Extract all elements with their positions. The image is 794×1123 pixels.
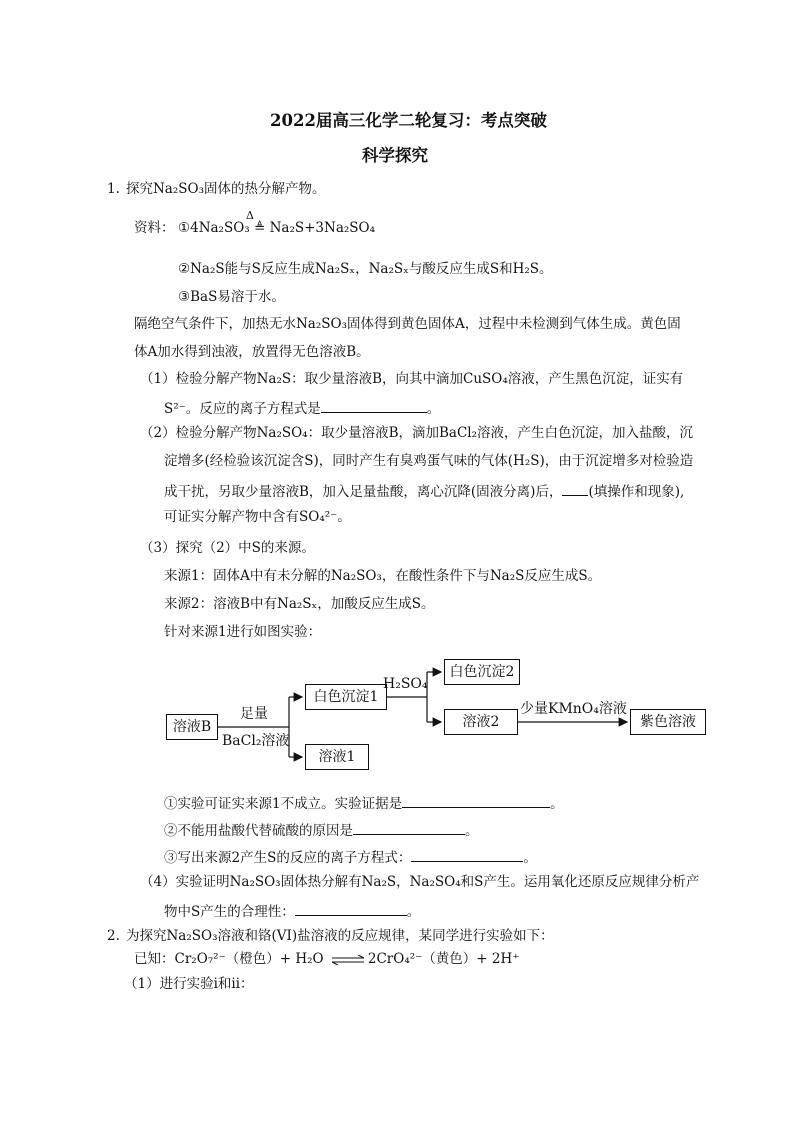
q1-number: 1. — [107, 181, 120, 197]
box-white-precipitate-2: 白色沉淀2 — [444, 659, 520, 685]
page-subtitle: 科学探究 — [362, 146, 428, 165]
q1-source1: 来源1：固体A中有未分解的Na₂SO₃，在酸性条件下与Na₂S反应生成S。 — [164, 568, 602, 584]
q1-sub1-line1: （1）检验分解产物Na₂S：取少量溶液B，向其中滴加CuSO₄溶液，产生黑色沉淀，证实有 — [140, 371, 684, 387]
q1-sub3-line1: （3）探究（2）中S的来源。 — [140, 540, 315, 556]
q2-stem: 为探究Na₂SO₃溶液和铬(VI)盐溶液的反应规律，某同学进行实验如下： — [126, 928, 554, 944]
q2-sub1: （1）进行实验ⅰ和ⅱ： — [124, 976, 254, 992]
q1-para-line1: 隔绝空气条件下，加热无水Na₂SO₃固体得到黄色固体A，过程中未检测到气体生成。黄色固 — [134, 316, 681, 332]
q1-3-3: ③写出来源2产生S的反应的离子方程式： 。 — [164, 850, 537, 866]
label-bacl2-solution: BaCl₂溶液 — [222, 733, 290, 749]
q1-sub1-line2: S²⁻。反应的离子方程式是 。 — [164, 401, 441, 417]
page-title: 2022届高三化学二轮复习：考点突破 — [270, 111, 547, 130]
q2-number: 2. — [107, 928, 120, 944]
label-h2so4: H₂SO₄ — [383, 676, 428, 692]
q1-exp-intro: 针对来源1进行如图实验： — [164, 624, 322, 640]
q2-known: 已知：Cr₂O₇²⁻（橙色）+ H₂O 2CrO₄²⁻（黄色）+ 2H⁺ — [134, 951, 520, 967]
q1-para-line2: 体A加水得到浊液，放置得无色溶液B。 — [134, 344, 370, 360]
q1-sub4-line1: （4）实验证明Na₂SO₃固体热分解有Na₂S，Na₂SO₄和S产生。运用氧化还原反应规律分析产 — [140, 874, 700, 890]
q1-source2: 来源2：溶液B中有Na₂Sₓ，加酸反应生成S。 — [164, 596, 435, 612]
box-white-precipitate-1: 白色沉淀1 — [305, 684, 387, 710]
label-sufficient: 足量 — [240, 706, 268, 722]
q1-ref-label: 资料： — [134, 220, 175, 236]
answer-blank-3[interactable] — [402, 795, 550, 808]
equilibrium-arrow-icon — [331, 955, 365, 965]
q1-sub4-line2: 物中S产生的合理性： 。 — [164, 904, 421, 920]
q1-ref3: ③BaS易溶于水。 — [178, 289, 285, 305]
box-solution-b: 溶液B — [166, 714, 218, 740]
q1-ref2: ②Na₂S能与S反应生成Na₂Sₓ，Na₂Sₓ与酸反应生成S和H₂S。 — [178, 261, 553, 277]
q1-sub2-line4: 可证实分解产物中含有SO₄²⁻。 — [164, 509, 351, 525]
box-purple-solution: 紫色溶液 — [630, 709, 706, 735]
q1-sub2-line1: （2）检验分解产物Na₂SO₄：取少量溶液B，滴加BaCl₂溶液，产生白色沉淀，加入盐酸，沉 — [140, 425, 694, 441]
q1-3-1: ①实验可证实来源1不成立。实验证据是 。 — [164, 796, 564, 812]
heat-symbol: Δ — [246, 209, 254, 222]
box-solution-2: 溶液2 — [444, 709, 518, 735]
q1-ref1: ①4Na₂SO₃ ≜ Na₂S+3Na₂SO₄ — [178, 220, 376, 236]
answer-blank-4[interactable] — [353, 822, 465, 835]
q1-sub2-line2: 淀增多(经检验该沉淀含S)，同时产生有臭鸡蛋气味的气体(H₂S)，由于沉淀增多对检验造 — [164, 453, 694, 469]
q1-sub2-line3: 成干扰，另取少量溶液B，加入足量盐酸，离心沉降(固液分离)后， (填操作和现象), — [164, 484, 685, 500]
answer-blank-5[interactable] — [411, 849, 523, 862]
label-kmno4-solution: 少量KMnO₄溶液 — [520, 701, 627, 717]
box-solution-1: 溶液1 — [305, 744, 369, 770]
q1-3-2: ②不能用盐酸代替硫酸的原因是 。 — [164, 823, 479, 839]
answer-blank-6[interactable] — [295, 903, 407, 916]
q1-stem: 探究Na₂SO₃固体的热分解产物。 — [126, 181, 326, 197]
